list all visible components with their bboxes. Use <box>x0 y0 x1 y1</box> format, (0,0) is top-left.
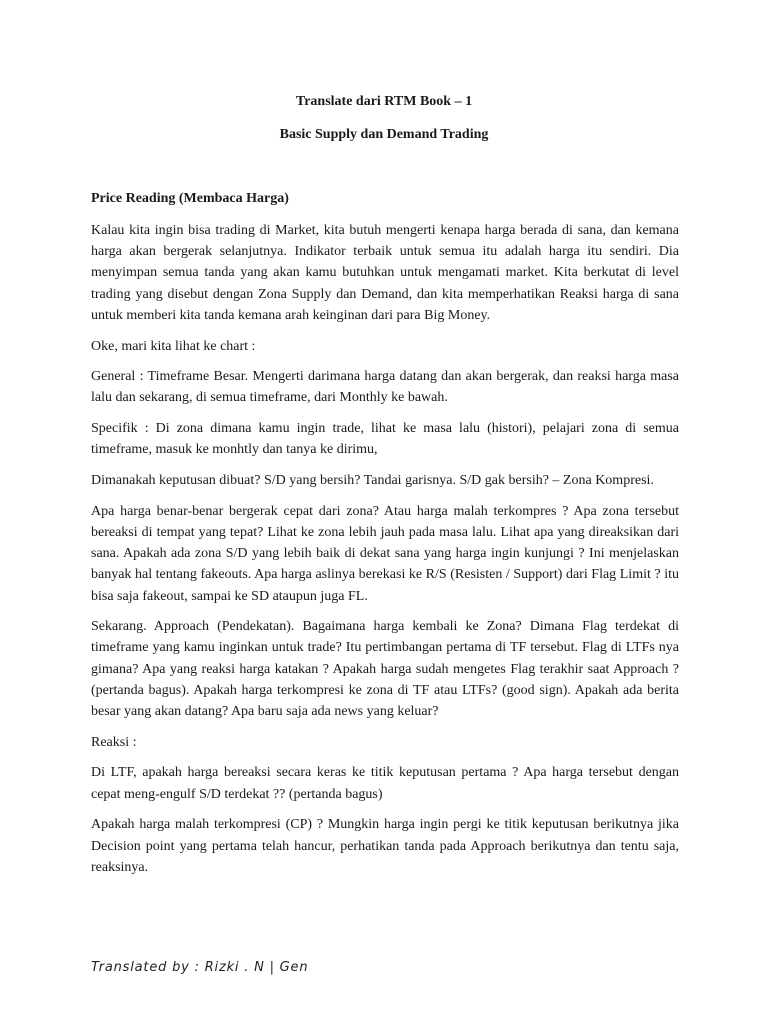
paragraph-intro: Kalau kita ingin bisa trading di Market, kita butuh mengerti kenapa harga berada di sana, dan kemana harga akan bergerak selanjutnya. Indikator terbaik untuk semua itu adalah harga itu sendiri. Dia menyimpan semua tanda yang akan kamu butuhkan untuk mengamati market. Kita berkutat di level trading yang disebut dengan Zona Supply dan Demand, dan kita memperhatikan Reaksi harga di sana untuk memberi kita tanda kemana arah keinginan dari para Big Money. <box>91 223 679 323</box>
document-subtitle: Basic Supply dan Demand Trading <box>279 127 489 142</box>
section-heading: Price Reading (Membaca Harga) <box>91 191 289 206</box>
paragraph-approach: Sekarang. Approach (Pendekatan). Bagaimana harga kembali ke Zona? Dimana Flag terdekat di timeframe yang kamu inginkan untuk trade? Itu pertimbangan pertama di TF tersebut. Flag di LTFs nya gimana? Apa yang reaksi harga katakan ? Apakah harga sudah mengetes Flag terakhir saat Approach ? (pertanda bagus). Apakah harga terkompresi ke zona di TF atau LTFs? (good sign). Apakah ada berita besar yang akan datang? Apa baru saja ada news yang keluar? <box>91 619 679 720</box>
document-body <box>91 220 679 887</box>
paragraph-general: General : Timeframe Besar. Mengerti darimana harga datang dan akan bergerak, dan reaksi harga masa lalu dan sekarang, di semua timeframe, dari Monthly ke bawah. <box>91 369 679 406</box>
translator-credit: Translated by : Rizki . N | Gen <box>91 960 309 975</box>
paragraph-specific: Specifik : Di zona dimana kamu ingin trade, lihat ke masa lalu (histori), pelajari zona di semua timeframe, masuk ke monhtly dan tanya ke dirimu, <box>91 421 679 458</box>
paragraph-decision: Dimanakah keputusan dibuat? S/D yang bersih? Tandai garisnya. S/D gak bersih? – Zona Kompresi. <box>91 473 654 489</box>
document-title: Translate dari RTM Book – 1 <box>295 94 473 109</box>
paragraph-compression: Apakah harga malah terkompresi (CP) ? Mungkin harga ingin pergi ke titik keputusan berikutnya jika Decision point yang pertama telah hancur, perhatikan tanda pada Approach berikutnya dan tentu saja, reaksinya. <box>91 817 679 875</box>
paragraph-reaction-label: Reaksi : <box>91 734 137 750</box>
paragraph-chart-intro: Oke, mari kita lihat ke chart : <box>91 338 256 354</box>
paragraph-ltf: Di LTF, apakah harga bereaksi secara keras ke titik keputusan pertama ? Apa harga tersebut dengan cepat meng-engulf S/D terdekat ?? (pertanda bagus) <box>91 765 679 802</box>
paragraph-questions: Apa harga benar-benar bergerak cepat dari zona? Atau harga malah terkompres ? Apa zona tersebut bereaksi di tempat yang tepat? Lihat ke zona lebih jauh pada masa lalu. Lihat apa yang direaksikan dari sana. Apakah ada zona S/D yang lebih baik di dekat sana yang harga ingin kunjungi ? Ini menjelaskan banyak hal tentang fakeouts. Apa harga aslinya berekasi ke R/S (Resisten / Support) dari Flag Limit ? itu bisa saja fakeout, sampai ke SD ataupun juga FL. <box>91 503 679 604</box>
